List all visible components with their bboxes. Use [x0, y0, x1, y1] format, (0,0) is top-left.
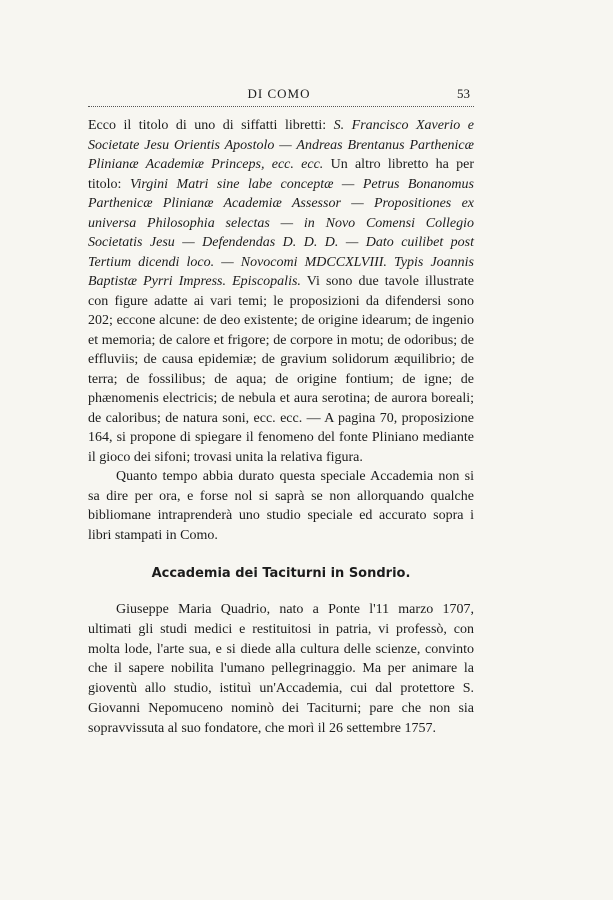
- section-paragraph: Giuseppe Maria Quadrio, nato a Ponte l'11 marzo 1707, ultimati gli studi medici e restituitosi in patria, vi professò, con molta lode, l'arte sua, e si diede alla cultura delle scienze, convinto che il sapere nobilita l'umano pellegrinaggio. Ma per animare la gioventù allo studio, istituì un'Accademia, cui dal protettore S. Giovanni Nepomuceno nominò dei Taciturni; pare che non sia sopravvissuta al suo fondatore, che morì il 26 settembre 1757.: [88, 602, 474, 736]
- paragraph-2: [88, 467, 474, 545]
- page-number: 53: [457, 86, 470, 101]
- text-run: Quanto tempo abbia durato questa speciale Accademia non si sa dire per ora, e forse nol si saprà se non allorquando qualche bibliomane intraprenderà uno studio speciale ed accurato sopra i libri stampati in Como.: [88, 469, 474, 543]
- text-run: Vi sono due tavole illustrate con figure adatte ai vari temi; le proposizioni da difendersi sono 202; eccone alcune: de deo existente; de origine idearum; de ingenio et memoria; de calore et frigore; de corpore in motu; de odoribus; de effluviis; de causa epidemiæ; de gravium solidorum æquilibrio; de terra; de fossilibus; de aqua; de origine fontium; de igne; de phænomenis electricis; de nebula et aura serotina; de aurora boreali; de caloribus; de natura soni, ecc. ecc. — A pagina 70, proposizione 164, si propone di spiegare il fenomeno del fonte Pliniano mediante il gioco dei sifoni; trovasi unita la relativa figura.: [88, 274, 474, 465]
- page-header: [88, 86, 470, 106]
- header-rule: [88, 106, 474, 107]
- running-title: DI COMO: [247, 86, 311, 101]
- italic-title-run: S. Francisco Xaverio e Societate Jesu Orientis Apostolo — Andreas Brentanus Parthenicæ Plinianæ Academiæ Princeps, ecc. ecc.: [88, 118, 474, 172]
- text-run: Ecco il titolo di uno di siffatti libretti:: [88, 118, 334, 133]
- section-heading: Accademia dei Taciturni in Sondrio.: [151, 566, 411, 581]
- paragraph-1: [88, 116, 474, 467]
- section-body: [88, 600, 474, 739]
- text-run: Un altro libretto ha per titolo:: [88, 157, 474, 192]
- body-text: [88, 116, 474, 545]
- italic-title-run: Virgini Matri sine labe conceptæ — Petrus Bonanomus Parthenicæ Plinianæ Academiæ Assessor — Propositiones ex universa Philosophia selectas — in Novo Comensi Collegio Societatis Jesu — Defendendas D. D. D. — Dato cuilibet post Tertium dicendi loco. — Novocomi MDCCXLVIII. Typis Joannis Baptistæ Pyrri Impress. Episcopalis.: [88, 176, 474, 289]
